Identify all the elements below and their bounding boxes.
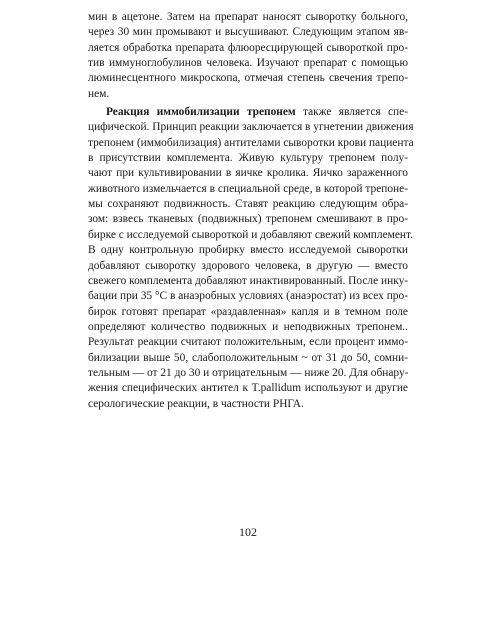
text-line: бирке с исследуемой сывороткой и добавляют свежий комплемент. <box>88 228 413 241</box>
page-text <box>88 10 414 412</box>
text-line: добавляют сыворотку здорового человека, в другую — вместо <box>88 259 408 272</box>
text-line: животного измельчается в специальной среде, в которой трепоне- <box>88 182 408 195</box>
text-line: Результат реакции считают положительным, если процент иммо- <box>88 336 408 349</box>
text-line: свежего комплемента добавляют инактивированный. После инку- <box>88 274 409 287</box>
text-line: бирок готовят препарат «раздавленная» капля и в темном поле <box>88 305 408 318</box>
text-line: бации при 35 °С в анаэробных условиях (анаэростат) из всех про- <box>88 290 408 303</box>
section-heading: Реакция иммобилизации трепонем <box>106 106 296 119</box>
text-line: жения специфических антител к T.pallidum используют и другие <box>88 382 408 395</box>
heading-continuation: также является спе- <box>295 106 408 119</box>
text-line: цифической. Принцип реакции заключается в угнетении движения <box>88 121 414 134</box>
paragraph-2-heading-line <box>88 105 408 120</box>
text-line: чают при культивировании в яичке кролика. Яичко зараженного <box>88 167 408 180</box>
text-line: мин в ацетоне. Затем на препарат наносят сыворотку больного, <box>88 11 408 23</box>
text-line: в присутствии комплемента. Живую культуру трепонем полу- <box>88 152 408 165</box>
text-line: зом: взвесь тканевых (подвижных) трепонем смешивают в про- <box>88 213 408 226</box>
text-line: ляется обработка препарата флюоресцирующей сывороткой про- <box>88 41 408 54</box>
text-line: мы сохраняют подвижность. Ставят реакцию следующим обра- <box>88 198 408 211</box>
text-line: определяют количество подвижных и неподвижных трепонем.. <box>88 320 408 333</box>
text-line: через 30 мин промывают и высушивают. Следующим этапом яв- <box>88 26 408 39</box>
text-line: люминесцентного микроскопа, отмечая степень свечения трепо- <box>88 72 408 85</box>
text-line: трепонем (иммобилизация) антителами сыворотки крови пациента <box>88 136 414 149</box>
text-line: тельным — от 21 до 30 и отрицательным — ниже 20. Для обнару- <box>88 366 409 379</box>
page-number: 102 <box>239 525 257 539</box>
paragraph-2 <box>88 105 414 412</box>
paragraph-1 <box>88 10 408 102</box>
text-line: серологические реакции, в частности РНГА. <box>88 397 304 410</box>
text-line: В одну контрольную пробирку вместо исследуемой сыворотки <box>88 244 408 257</box>
text-line: нем. <box>88 87 110 100</box>
text-line: тив иммуноглобулинов человека. Изучают препарат с помощью <box>88 57 408 70</box>
text-line: билизации выше 50, слабоположительным ~ от 31 до 50, сомни- <box>88 351 408 364</box>
